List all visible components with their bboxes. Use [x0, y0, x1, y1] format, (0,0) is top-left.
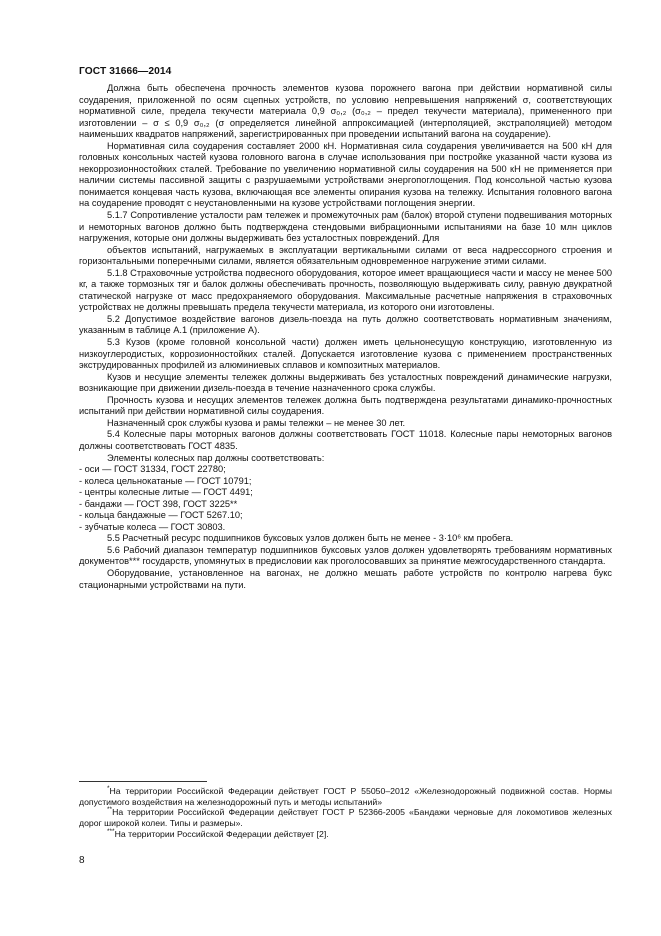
paragraph-5-1-7: 5.1.7 Сопротивление усталости рам тележек и промежуточных рам (балок) второй ступени подвешивания моторных и немоторных вагонов должно быть подтверждена стендовыми вибрационными испытаниями на базе 10 млн циклов нагружения, которые они должны выдерживать без усталостных повреждений. Для — [79, 210, 612, 244]
list-item: - центры колесные литые — ГОСТ 4491; — [79, 487, 253, 498]
footnote-mark: ** — [107, 806, 113, 814]
footnote-divider — [79, 781, 207, 782]
paragraph-strength-confirmation: Прочность кузова и несущих элементов тележек должна быть подтверждена результатами динамико-прочностных испытаний при действии нормативной силы соударения. — [79, 394, 612, 417]
list-item: - бандажи — ГОСТ 398, ГОСТ 3225** — [79, 498, 238, 509]
footnote — [79, 807, 612, 828]
footnote-text: На территории Российской Федерации действует [2]. — [114, 828, 329, 839]
footnote-text: На территории Российской Федерации действует ГОСТ Р 52366-2005 «Бандажи черновые для локомотивов железных дорог широкой колеи. Типы и размеры». — [79, 807, 612, 829]
paragraph-5-4: 5.4 Колесные пары моторных вагонов должны соответствовать ГОСТ 11018. Колесные пары немоторных вагонов должны соответствовать ГОСТ 4835. — [79, 429, 612, 451]
paragraph-5-3: 5.3 Кузов (кроме головной консольной части) должен иметь цельнонесущую конструкцию, изготовленную из низкоуглеродистых, коррозионностойких сталей. Допускается изготовление кузова с применением пространственных экструдированных профилей из алюминиевых сплавов и композитных материалов. — [79, 337, 612, 371]
paragraph-service-life: Назначенный срок службы кузова и рамы тележки – не менее 30 лет. — [107, 417, 406, 428]
paragraph-5-5: 5.5 Расчетный ресурс подшипников буксовых узлов должен быть не менее - 3·10⁶ км пробега. — [107, 533, 514, 544]
footnote-mark: * — [107, 785, 110, 793]
list-item: - оси — ГОСТ 31334, ГОСТ 22780; — [79, 464, 226, 475]
paragraph-5-6: 5.6 Рабочий диапазон температур подшипников буксовых узлов должен удовлетворять требованиям нормативных документов*** государств, упомянутых в предисловии как проголосовавших за принятие межгосударственного стандарта. — [79, 544, 612, 567]
document-body — [79, 83, 612, 591]
footnote — [79, 829, 612, 840]
list-item: - кольца бандажные — ГОСТ 5267.10; — [79, 510, 243, 521]
paragraph-5-2: 5.2 Допустимое воздействие вагонов дизель-поезда на путь должно соответствовать нормативным значениям, указанным в таблице А.1 (приложение А). — [79, 313, 612, 336]
page-number: 8 — [79, 855, 85, 866]
paragraph-strength: Должна быть обеспечена прочность элементов кузова порожнего вагона при действии нормативной силы соударения, приложенной по осям сцепных устройств, по условию непревышения напряжений σ, соответствующих нормативной силе, предела текучести материала 0,9 σ₀,₂ (σ₀,₂ – предел текучести материала), примененного при изготовлении – σ ≤ 0,9 σ₀,₂ (σ определяется линейной аппроксимацией (интерполяцией, экстраполяцией) методом наименьших квадратов напряжений, зарегистрированных при проведении испытаний вагона на соударение). — [79, 83, 612, 140]
footnote-text: На территории Российской Федерации действует ГОСТ Р 55050–2012 «Железнодорожный подвижной состав. Нормы допустимого воздействия на железнодорожный путь и методы испытаний» — [79, 786, 612, 807]
paragraph-wheelset-elements: Элементы колесных пар должны соответствовать: — [107, 452, 325, 463]
document-header: ГОСТ 31666—2014 — [79, 66, 172, 77]
paragraph-5-1-8: 5.1.8 Страховочные устройства подвесного оборудования, которое имеет вращающиеся части и массу не менее 500 кг, а также тормозных тяг и балок должны обеспечивать прочность, позволяющую выдерживать силу, равную двукратной статической нагрузке от масс предохраняемого оборудования. Максимальные расчетные напряжения в страховочных устройствах не должны превышать предела текучести материала, из которого они изготовлены. — [79, 267, 612, 313]
paragraph-fatigue: Кузов и несущие элементы тележек должны выдерживать без усталостных повреждений динамические нагрузки, возникающие при движении дизель-поезда в течение назначенного срока службы. — [79, 371, 612, 394]
paragraph-test-objects: объектов испытаний, нагружаемых в эксплуатации вертикальными силами от веса надрессорного строения и горизонтальными поперечными силами, является обязательным одновременное нагружение этими силами. — [79, 244, 612, 267]
list-item: - колеса цельнокатаные — ГОСТ 10791; — [79, 475, 252, 486]
paragraph-collision-force: Нормативная сила соударения составляет 2000 кН. Нормативная сила соударения увеличивается на 500 кН для головных консольных частей кузова головного вагона в случае использования при постройке указанной части кузова из некоррозионностойких сталей. Требование по увеличению нормативной силы соударения на 500 кН не применяется при наличии системы пассивной защиты с разрушаемыми устройствами энергопоглощения. Под консольной частью кузова понимается концевая часть кузова, включающая все элементы опирания кузова на тележку. Испытания головного вагона на соударение проводят с неустановленными на кузове устройствами поглощения энергии. — [79, 140, 612, 209]
list-item: - зубчатые колеса — ГОСТ 30803. — [79, 521, 226, 532]
footnote — [79, 786, 612, 807]
footnote-mark: *** — [107, 827, 115, 835]
footnotes — [79, 786, 612, 840]
paragraph-equipment: Оборудование, установленное на вагонах, не должно мешать работе устройств по контролю нагрева букс стационарными устройствами на пути. — [79, 567, 612, 590]
